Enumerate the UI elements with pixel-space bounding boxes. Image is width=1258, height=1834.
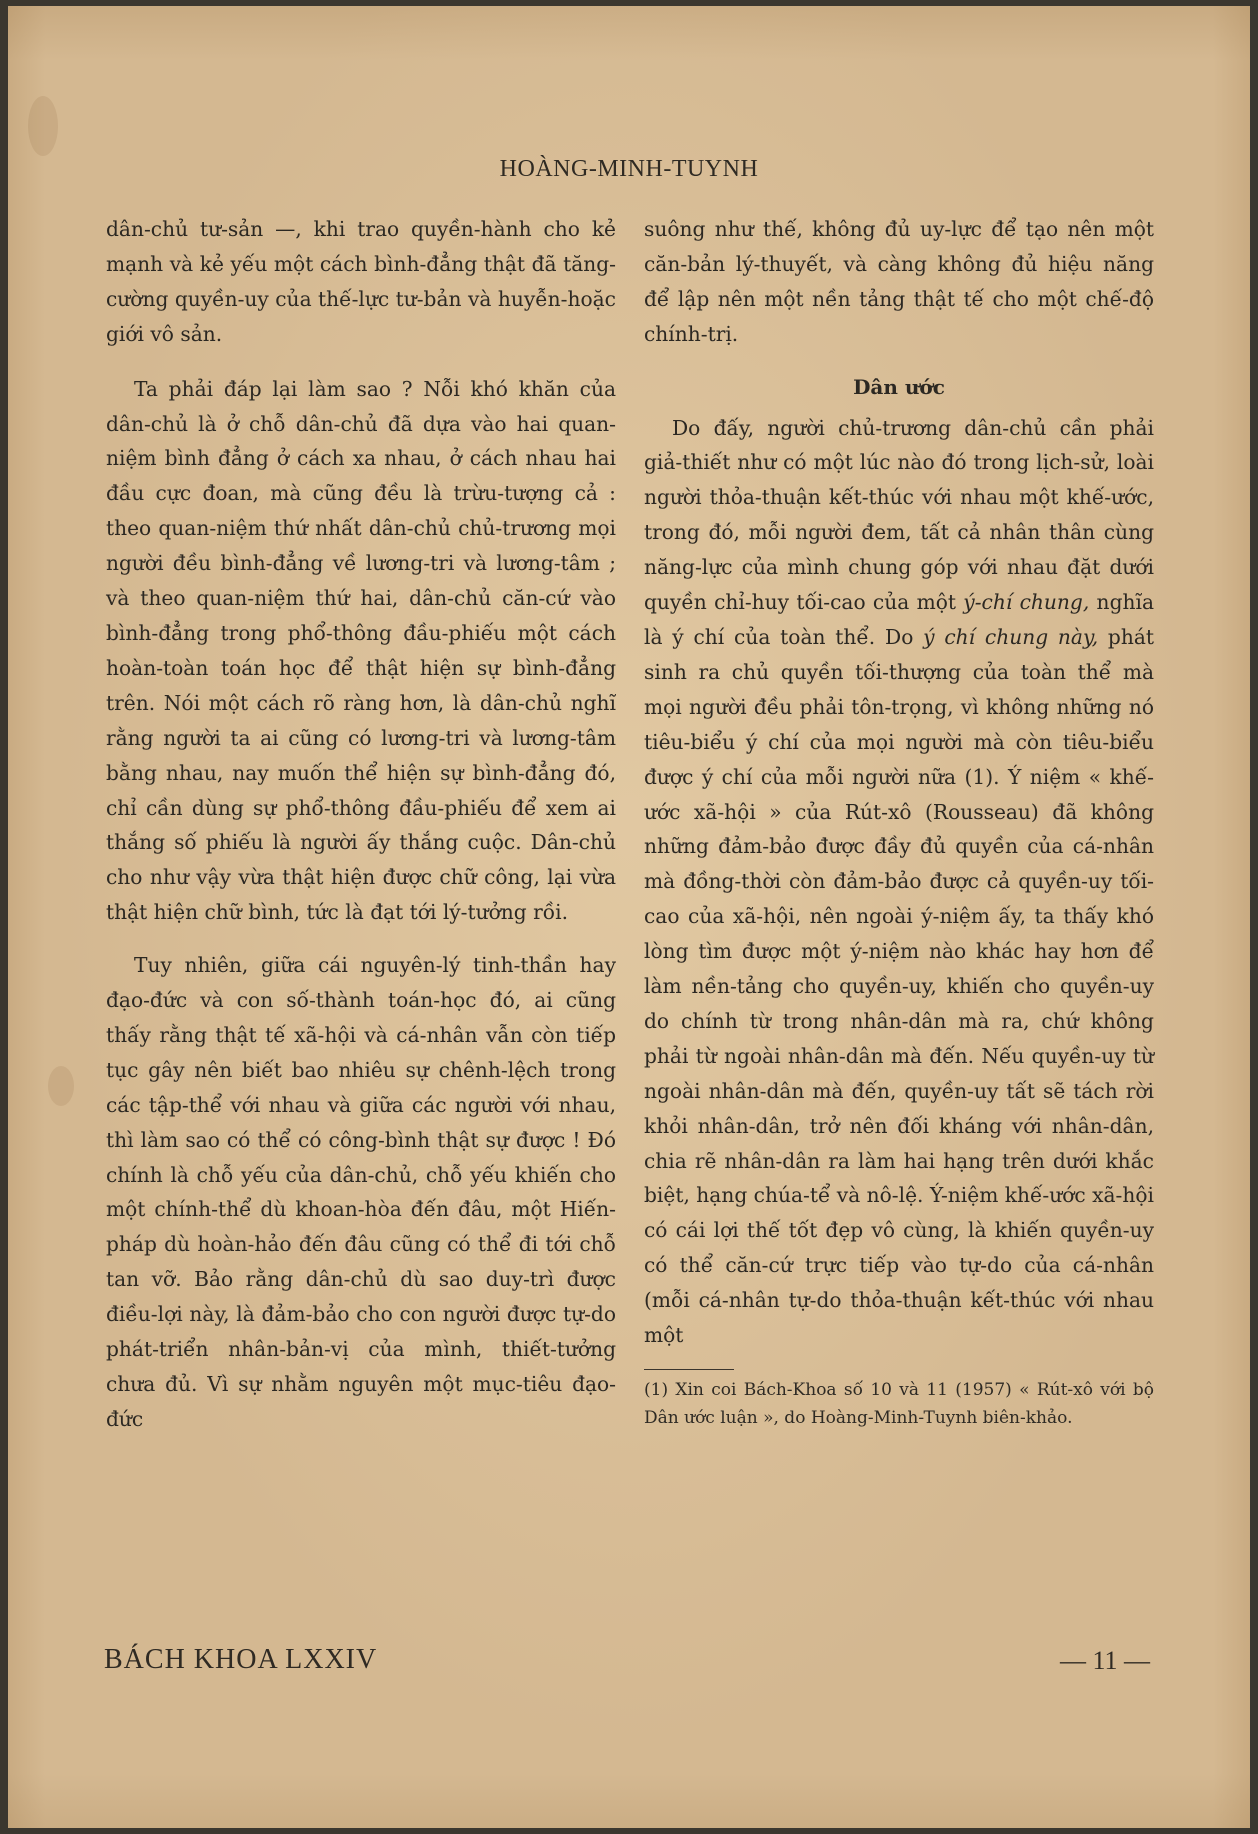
footnote: (1) Xin coi Bách-Khoa số 10 và 11 (1957) « Rút-xô với bộ Dân ước luận », do Hoàng-Minh-Tuynh biên-khảo.: [644, 1380, 1154, 1428]
left-column: [106, 212, 616, 1437]
right-paragraph-2: [644, 411, 1154, 1353]
text-run: nghĩa là ý chí của toàn thể. Do: [644, 590, 1154, 649]
page-stain: [28, 96, 58, 156]
document-page: [8, 6, 1250, 1828]
page-number: — 11 —: [1059, 1646, 1150, 1675]
page-stain: [48, 1066, 74, 1106]
footnote-divider: [644, 1369, 734, 1370]
text-run: phát sinh ra chủ quyền tối-thượng của toàn thể mà mọi người đều phải tôn-trọng, vì không những nó tiêu-biểu ý chí của mọi người mà còn tiêu-biểu được ý chí của mỗi người nữa (1). Ý niệm « khế-ước xã-hội » của Rút-xô (Rousseau) đã không những đảm-bảo được đầy đủ quyền của cá-nhân mà đồng-thời còn đảm-bảo được cả quyền-uy tối-cao của xã-hội, nên ngoài ý-niệm ấy, ta thấy khó lòng tìm được một ý-niệm nào khác hay hơn để làm nền-tảng cho quyền-uy, khiến cho quyền-uy do chính từ trong nhân-dân mà ra, chứ không phải từ ngoài nhân-dân mà đến. Nếu quyền-uy từ ngoài nhân-dân mà đến, quyền-uy tất sẽ tách rời khỏi nhân-dân, trở nên đối kháng với nhân-dân, chia rẽ nhân-dân ra làm hai hạng trên dưới khắc biệt, hạng chúa-tể và nô-lệ. Ý-niệm khế-ước xã-hội có cái lợi thế tốt đẹp vô cùng, là khiến quyền-uy có thể căn-cứ trực tiếp vào tự-do của cá-nhân (mỗi cá-nhân tự-do thỏa-thuận kết-thúc với nhau một: [644, 624, 1154, 1348]
left-paragraph-2: Ta phải đáp lại làm sao ? Nỗi khó khăn của dân-chủ là ở chỗ dân-chủ đã dựa vào hai quan-niệm bình đẳng ở cách xa nhau, ở cách nhau hai đầu cực đoan, mà cũng đều là trừu-tượng cả : theo quan-niệm thứ nhất dân-chủ chủ-trương mọi người đều bình-đẳng về lương-tri và lương-tâm ; và theo quan-niệm thứ hai, dân-chủ căn-cứ vào bình-đẳng trong phổ-thông đầu-phiếu một cách hoàn-toàn toán học để thật hiện sự bình-đẳng trên. Nói một cách rõ ràng hơn, là dân-chủ nghĩ rằng người ta ai cũng có lương-tri và lương-tâm bằng nhau, nay muốn thể hiện sự bình-đẳng đó, chỉ cần dùng sự phổ-thông đầu-phiếu để xem ai thắng số phiếu là người ấy thắng cuộc. Dân-chủ cho như vậy vừa thật hiện được chữ công, lại vừa thật hiện chữ bình, tức là đạt tới lý-tưởng rồi.: [106, 376, 616, 925]
left-paragraph-3: Tuy nhiên, giữa cái nguyên-lý tinh-thần hay đạo-đức và con số-thành toán-học đó, ai cũng thấy rằng thật tế xã-hội và cá-nhân vẫn còn tiếp tục gây nên biết bao nhiêu sự chênh-lệch trong các tập-thể với nhau và giữa các người với nhau, thì làm sao có thể có công-bình thật sự được ! Đó chính là chỗ yếu của dân-chủ, chỗ yếu khiến cho một chính-thể dù khoan-hòa đến đâu, một Hiến-pháp dù hoàn-hảo đến đâu cũng có thể đi tới chỗ tan vỡ. Bảo rằng dân-chủ dù sao duy-trì được điều-lợi này, là đảm-bảo cho con người được tự-do phát-triển nhân-bản-vị của mình, thiết-tưởng chưa đủ. Vì sự nhằm nguyên một mục-tiêu đạo-đức: [106, 953, 616, 1431]
left-paragraph-1: dân-chủ tư-sản —, khi trao quyền-hành cho kẻ mạnh và kẻ yếu một cách bình-đẳng thật đã tăng-cường quyền-uy của thế-lực tư-bản và huyễn-hoặc giới vô sản.: [106, 217, 616, 346]
italic-term: ý chí chung này,: [923, 624, 1099, 649]
right-column: [644, 212, 1154, 1432]
italic-term: ý-chí chung,: [963, 590, 1090, 615]
text-run: Do đấy, người chủ-trương dân-chủ cần phải giả-thiết như có một lúc nào đó trong lịch-sử, loài người thỏa-thuận kết-thúc với nhau một khế-ước, trong đó, mỗi người đem, tất cả nhân thân cùng năng-lực của mình chung góp với nhau đặt dưới quyền chỉ-huy tối-cao của một: [644, 415, 1154, 615]
right-paragraph-1: suông như thế, không đủ uy-lực để tạo nên một căn-bản lý-thuyết, và càng không đủ hiệu năng để lập nên một nền tảng thật tế cho một chế-độ chính-trị.: [644, 217, 1154, 346]
section-heading: Dân ước: [853, 374, 945, 399]
publication-footer: BÁCH KHOA LXXIV: [104, 1644, 378, 1675]
running-head: HOÀNG-MINH-TUYNH: [499, 156, 759, 182]
